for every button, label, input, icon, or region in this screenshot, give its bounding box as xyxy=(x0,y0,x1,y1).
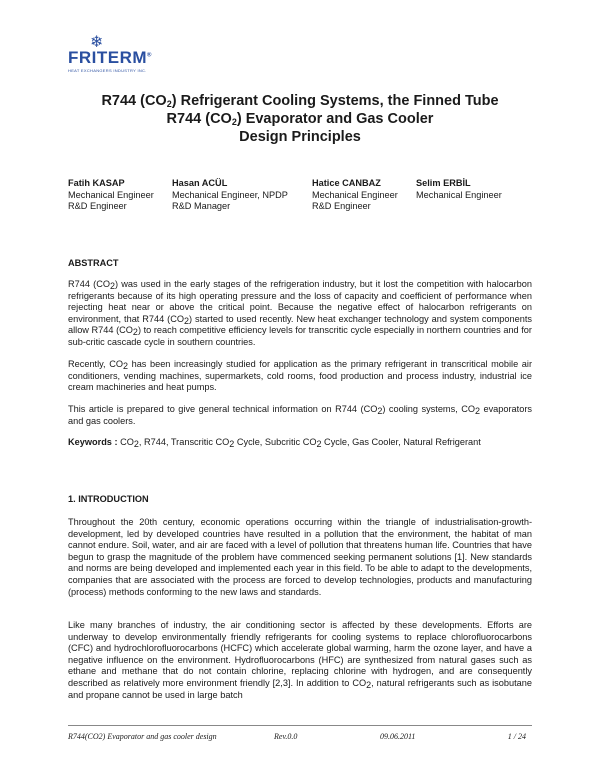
title-line-2: R744 $(CO_2)$ Evaporator and Gas Cooler xyxy=(166,111,434,127)
keywords: Keywords : $CO_2$, R744, Transcritic $CO_2$ Cycle, Subcritic $CO_2$ Cycle, Gas Cooler, Natural Refrigerant xyxy=(68,437,481,449)
author-title: Mechanical Engineer xyxy=(68,189,154,200)
page-footer xyxy=(68,725,532,746)
snowflake-icon: ❄ xyxy=(90,32,104,51)
author-name: Selim ERBİL xyxy=(416,178,471,188)
abstract-paragraph: This article is prepared to give general technical information on R744 $(CO_2)$ cooling systems, $CO_2$ evaporators and gas coolers. xyxy=(68,404,532,426)
author-block xyxy=(68,178,154,213)
author-name: Hatice CANBAZ xyxy=(312,178,381,188)
footer-page-number: 1 / 24 xyxy=(507,732,526,741)
author-name: Fatih KASAP xyxy=(68,178,125,188)
friterm-logo xyxy=(68,34,168,74)
intro-paragraph: Like many branches of industry, the air conditioning sector is affected by these developments. Efforts are underway to develop environmentally friendly refrigerants for cooling systems to replace chlorofluorocarbons (CFC) and hydrochlorofluorocarbons (HCFC) which accelerate global warming, harm the ozone layer, and have a negative influence on the environment. Hydrofluorocarbons (HFC) are synthesized from natural gases such as ethane and methane that do not contain chlorine, replacing chlorine with hydrogen, and are consequently described as relatively more environment friendly [2,3]. In addition to $CO_2$, natural refrigerants such as isobutane and propane cannot be used in large batch xyxy=(68,620,532,700)
author-title: Mechanical Engineer xyxy=(416,189,502,200)
intro-paragraph: Throughout the 20th century, economic operations occurring within the triangle of industrialisation-growth-development, led by developed countries have resulted in a pollution that the environment, the habitat of man cannot endure. Soil, water, and air are faced with a level of pollution that threatens human life. Countries that have begun to grasp the magnitude of the problem have commenced seeking permanent solutions [1]. New standards and norms are being developed and implemented each year in this field. To be able to adapt to the developments, companies that are associated with the process are forced to develop technologies, products and manufacturing (process) methods conforming to the new laws and standards. xyxy=(68,517,532,597)
abstract-heading: ABSTRACT xyxy=(68,258,119,268)
abstract-paragraph: Recently, $CO_2$ has been increasingly studied for application as the primary refrigerant in transcritical mobile air conditioners, vending machines, supermarkets, cold rooms, food production and process industry, industrial ice cream machineries and heat pumps. xyxy=(68,359,532,393)
footer-date: 09.06.2011 xyxy=(380,732,416,741)
author-name: Hasan ACÜL xyxy=(172,178,228,188)
author-role: R&D Engineer xyxy=(68,201,127,211)
title-line-3: Design Principles xyxy=(239,129,361,145)
footer-document-title: R744(CO2) Evaporator and gas cooler design xyxy=(68,732,217,741)
author-role: R&D Manager xyxy=(172,201,231,211)
abstract-paragraph: R744 $(CO_2)$ was used in the early stages of the refrigeration industry, but it lost the competition with halocarbon refrigerants because of its high operating pressure and the loss of capacity and coefficient of performance when rejecting heat near or above the critical point. Because the negative effect of halocarbon refrigerants on environment, that R744 $(CO_2)$ started to used recently. New heat exchanger technology and system components allow R744 $(CO_2)$ to reach competitive efficiency levels for transcritic cycle especially in northern countries and for sub-critic cascade cycle in southern countries. xyxy=(68,279,532,347)
author-title: Mechanical Engineer, NPDP xyxy=(172,189,288,200)
paper-title xyxy=(40,92,560,146)
author-title: Mechanical Engineer xyxy=(312,189,398,200)
introduction-heading: 1. INTRODUCTION xyxy=(68,494,149,504)
author-block xyxy=(312,178,398,213)
logo-tagline: HEAT EXCHANGERS INDUSTRY INC. xyxy=(68,68,147,73)
author-block xyxy=(172,178,288,213)
author-role: R&D Engineer xyxy=(312,201,371,211)
logo-brand: FRITERM® xyxy=(68,48,152,67)
title-line-1: R744 $(CO_2)$ Refrigerant Cooling Systems, the Finned Tube xyxy=(101,93,499,109)
author-block xyxy=(416,178,502,201)
footer-revision: Rev.0.0 xyxy=(274,732,298,741)
